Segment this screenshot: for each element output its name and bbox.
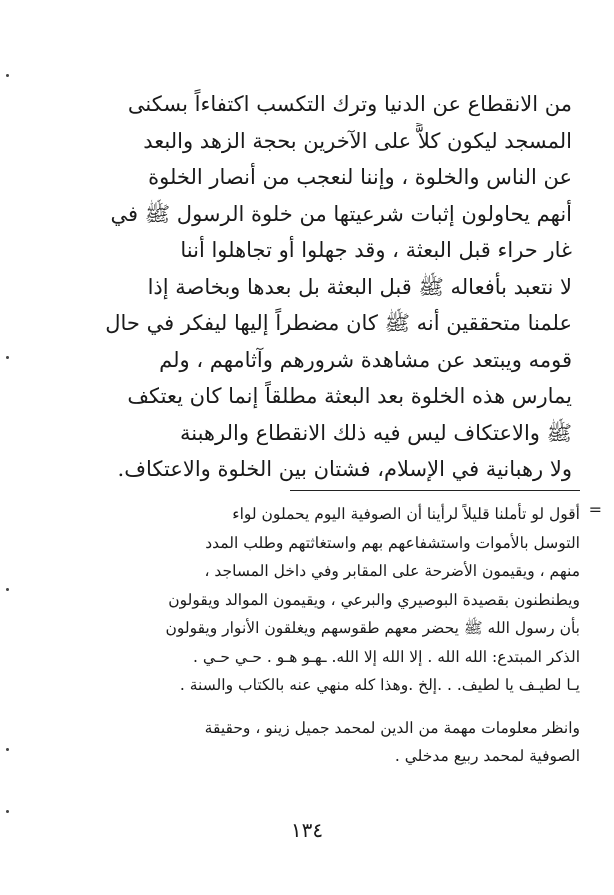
margin-mark [6, 74, 9, 77]
text-line: علمنا متحققين أنه ﷺ كان مضطراً إليها ليفكر في حال [105, 311, 572, 335]
footnote-divider [290, 490, 580, 491]
text-line: قومه ويبتعد عن مشاهدة شرورهم وآثامهم ، ولم [159, 347, 572, 372]
footnote-line: أقول لو تأملنا قليلاً لرأينا أن الصوفية اليوم يحملون لواء [232, 505, 580, 523]
footnote-line: ويطنطنون بقصيدة البوصيري والبرعي ، ويقيمون الموالد ويقولون [168, 590, 580, 609]
main-text [52, 86, 572, 488]
margin-mark [6, 588, 9, 591]
text-line: المسجد ليكون كلاًّ على الآخرين بحجة الزهد والبعد [143, 128, 572, 153]
footnote-line: بأن رسول الله ﷺ يحضر معهم طقوسهم ويغلقون الأنوار ويقولون [165, 619, 580, 637]
text-line: من الانقطاع عن الدنيا وترك التكسب اكتفاءاً بسكنى [127, 92, 572, 116]
text-line: ولا رهبانية في الإسلام، فشتان بين الخلوة والاعتكاف. [117, 457, 572, 481]
footnote-line: الصوفية لمحمد ربيع مدخلي . [394, 747, 580, 765]
text-line: ﷺ والاعتكاف ليس فيه ذلك الانقطاع والرهبنة [180, 420, 572, 445]
footnote-line: منهم ، ويقيمون الأضرحة على المقابر وفي داخل المساجد ، [204, 562, 580, 580]
text-line: غار حراء قبل البعثة ، وقد جهلوا أو تجاهلوا أننا [180, 238, 572, 262]
footnote-line: وانظر معلومات مهمة من الدين لمحمد جميل زينو ، وحقيقة [204, 718, 580, 737]
footnote [60, 500, 602, 771]
text-line: لا نتعبد بأفعاله ﷺ قبل البعثة بل بعدها وبخاصة إذا [147, 274, 572, 299]
text-line: أنهم يحاولون إثبات شرعيتها من خلوة الرسول ﷺ في [110, 201, 572, 226]
margin-mark [6, 810, 9, 813]
margin-mark [6, 748, 9, 751]
footnote-continuation-marker: = [588, 500, 602, 519]
text-line: عن الناس والخلوة ، وإننا لنعجب من أنصار الخلوة [148, 165, 572, 189]
page-number: ١٣٤ [290, 818, 324, 842]
margin-mark [6, 356, 9, 359]
footnote-line: التوسل بالأموات واستشفاعهم بهم واستغاثتهم وطلب المدد [205, 533, 580, 552]
text-line: يمارس هذه الخلوة بعد البعثة مطلقاً إنما كان يعتكف [127, 384, 572, 408]
footnote-line: الذكر المبتدع: الله الله . إلا الله إلا الله. ـهـو هـو . حـي حـي . [193, 647, 580, 666]
footnote-line: يـا لطيـف يا لطيف. . .إلخ .وهذا كله منهي عنه بالكتاب والسنة . [179, 676, 580, 694]
